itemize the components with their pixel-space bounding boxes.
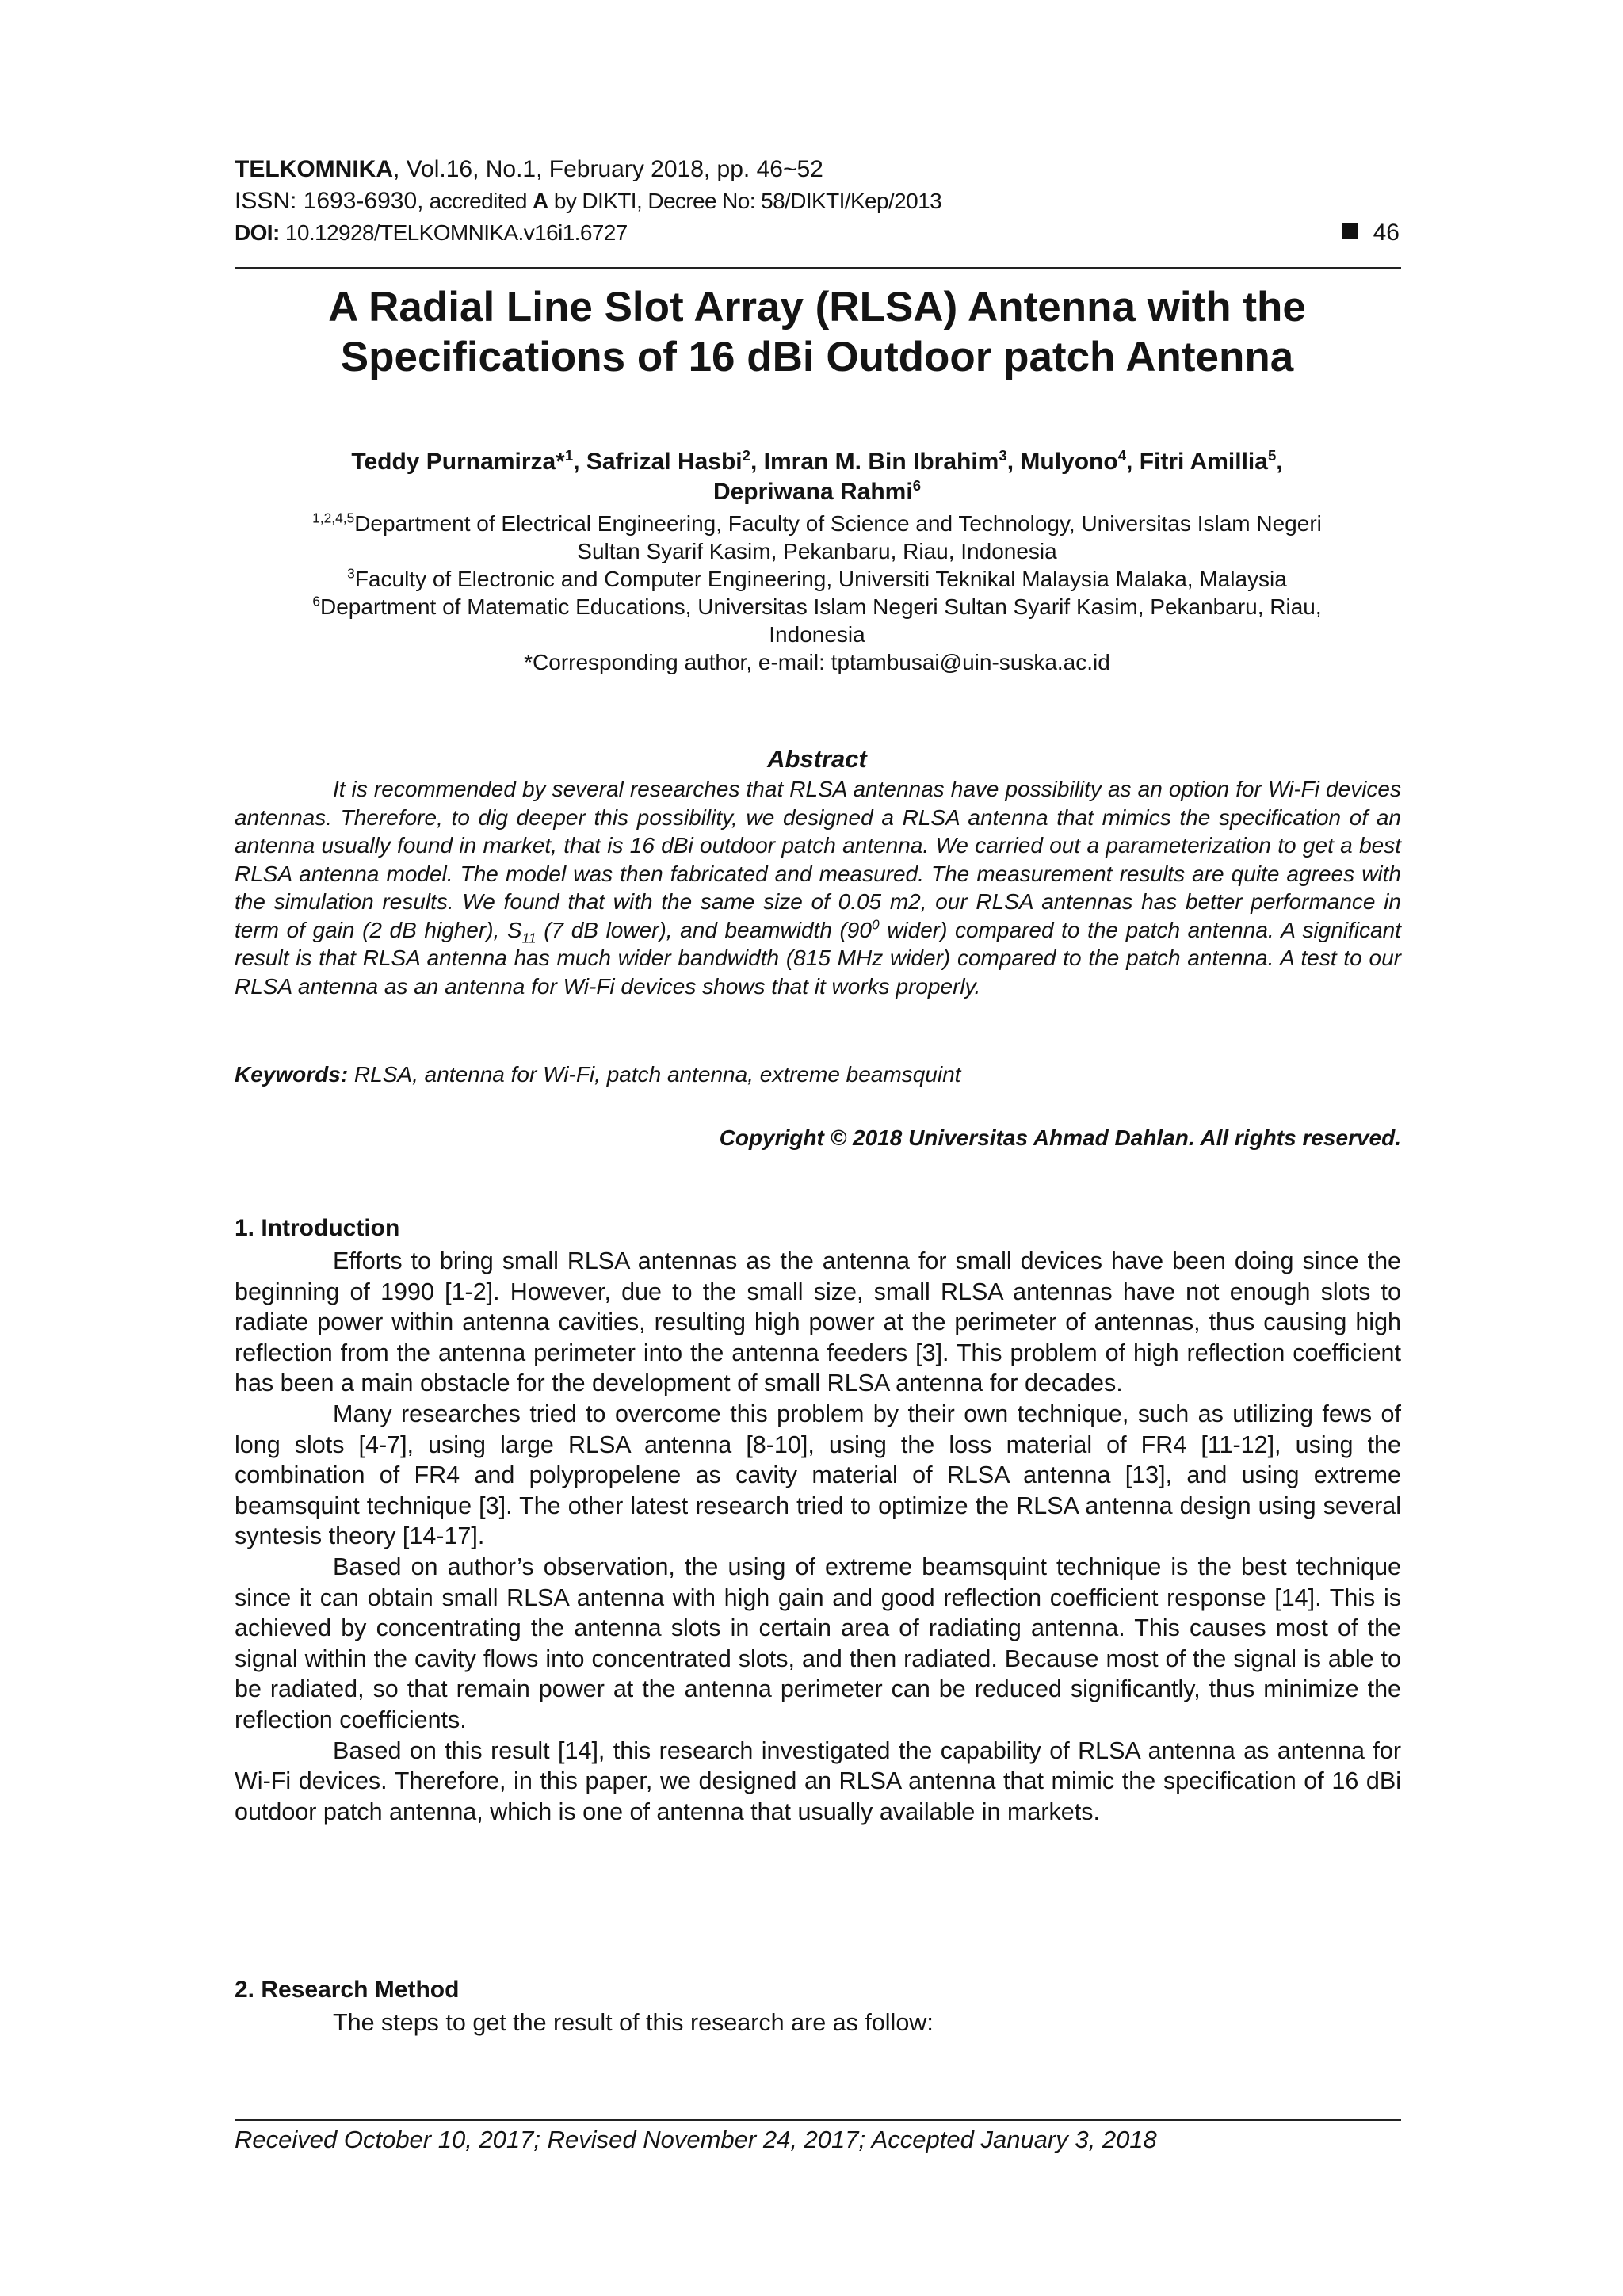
header-rule — [235, 267, 1401, 269]
author-list: Teddy Purnamirza*$^1$, Safrizal Hasbi$^2$, Imran M. Bin Ibrahim$^3$, Mulyono$^4$, Fitri Amillia$^5$, Depriwana Rahmi$^6$ — [351, 447, 1283, 505]
paper-title: A Radial Line Slot Array (RLSA) Antenna with the Specifications of 16 dBi Outdoor patch Antenna — [328, 284, 1306, 380]
paragraph: Based on this result [14], this research investigated the capability of RLSA antenna as antenna for Wi-Fi devices. Therefore, in this paper, we designed an RLSA antenna that mimic the specification of 16 dBi outdoor patch antenna, which is one of antenna that usually available in markets. — [235, 1736, 1401, 1825]
page-number: 46 — [1342, 217, 1400, 249]
affiliations: $^{1,2,4,5}$Department of Electrical Engineering, Faculty of Science and Technology, Universitas Islam Negeri Sultan Syarif Kasim, Pekanbaru, Riau, Indonesia $^3$Faculty of Electronic and Computer Engineering, Universiti Teknikal Malaysia Malaka, Malaysia $^6$Department of Matematic Educations, Universitas Islam Negeri Sultan Syarif Kasim, Pekanbaru, Riau, Indonesia *Corresponding author, e-mail: tptambusai@uin-suska.ac.id — [235, 510, 1400, 676]
affiliation-2: $^3$Faculty of Electronic and Computer Engineering, Universiti Teknikal Malaysia Malaka, Malaysia — [347, 565, 1287, 591]
section-heading-introduction: 1. Introduction — [235, 1215, 400, 1241]
paragraph: Efforts to bring small RLSA antennas as the antenna for small devices have been doing since the beginning of 1990 [1-2]. However, due to the small size, small RLSA antennas have not enough slots to radiate power within antenna cavities, resulting high power at the perimeter of antennas, thus causing high reflection from the antenna perimeter into the antenna feeders [3]. This problem of high reflection coefficient has been a main obstacle for the development of small RLSA antenna for decades. — [235, 1247, 1401, 1397]
issn-label: ISSN: 1693-6930, — [235, 188, 424, 214]
copyright-notice: Copyright © 2018 Universitas Ahmad Dahlan. All rights reserved. — [719, 1125, 1401, 1150]
journal-citation-line — [235, 154, 1400, 185]
journal-header — [235, 154, 1400, 249]
affiliation-1: $^{1,2,4,5}$Department of Electrical Engineering, Faculty of Science and Technology, Universitas Islam Negeri — [312, 510, 1322, 536]
corresponding-author: *Corresponding author, e-mail: tptambusai@uin-suska.ac.id — [524, 650, 1110, 674]
introduction-body — [235, 1246, 1401, 1827]
paragraph: Based on author’s observation, the using of extreme beamsquint technique is the best technique since it can obtain small RLSA antenna with high gain and good reflection coefficient response [14]. This is achieved by concentrating the antenna slots in certain area of radiating antenna. This causes most of the signal within the cavity flows into concentrated slots, and then radiated. Because most of the signal is able to be radiated, so that remain power at the antenna perimeter can be reduced significantly, thus minimize the reflection coefficients. — [235, 1553, 1401, 1733]
doi-value: 10.12928/TELKOMNIKA.v16i1.6727 — [279, 220, 628, 245]
paragraph: The steps to get the result of this research are as follow: — [333, 2009, 934, 2036]
section-heading-research-method: 2. Research Method — [235, 1977, 460, 2003]
received-dates: Received October 10, 2017; Revised November 24, 2017; Accepted January 3, 2018 — [235, 2126, 1157, 2153]
issn-accreditation: accredited A by DIKTI, Decree No: 58/DIKTI/Kep/2013 — [423, 189, 942, 213]
affiliation-3: $^6$Department of Matematic Educations, Universitas Islam Negeri Sultan Syarif Kasim, Pekanbaru, Riau, — [312, 593, 1322, 619]
footer-rule — [235, 2119, 1401, 2121]
volume-info: , Vol.16, No.1, February 2018, pp. 46~52 — [392, 156, 823, 182]
abstract-heading: Abstract — [767, 745, 867, 773]
keywords: Keywords: RLSA, antenna for Wi-Fi, patch antenna, extreme beamsquint — [235, 1062, 961, 1087]
paragraph: Many researches tried to overcome this problem by their own technique, such as utilizing fews of long slots [4-7], using large RLSA antenna [8-10], using the loss material of FR4 [11-12], using the combination of FR4 and polypropelene as cavity material of RLSA antenna [13], and using extreme beamsquint technique [3]. The other latest research tried to optimize the RLSA antenna design using several syntesis theory [14-17]. — [235, 1400, 1401, 1550]
doi-label: DOI: — [235, 220, 280, 245]
square-bullet-icon — [1342, 223, 1358, 239]
research-method-body — [235, 2008, 1401, 2038]
doi-line — [235, 217, 1400, 249]
abstract-text: It is recommended by several researches that RLSA antennas have possibility as an option for Wi-Fi devices antennas. Therefore, to dig deeper this possibility, we designed a RLSA antenna that mimics the specification of an antenna usually found in market, that is 16 dBi outdoor patch antenna. We carried out a parameterization to get a best RLSA antenna model. The model was then fabricated and measured. The measurement results are quite agrees with the simulation results. We found that with the same size of 0.05 m2, our RLSA antennas has better performance in term of gain (2 dB higher), $S_{11}$ (7 dB lower), and beamwidth ($90^0$ wider) compared to the patch antenna. A significant result is that RLSA antenna has much wider bandwidth (815 MHz wider) compared to the patch antenna. A test to our RLSA antenna as an antenna for Wi-Fi devices shows that it works properly. — [235, 777, 1401, 999]
journal-name: TELKOMNIKA — [235, 156, 393, 182]
issn-line — [235, 185, 1400, 217]
